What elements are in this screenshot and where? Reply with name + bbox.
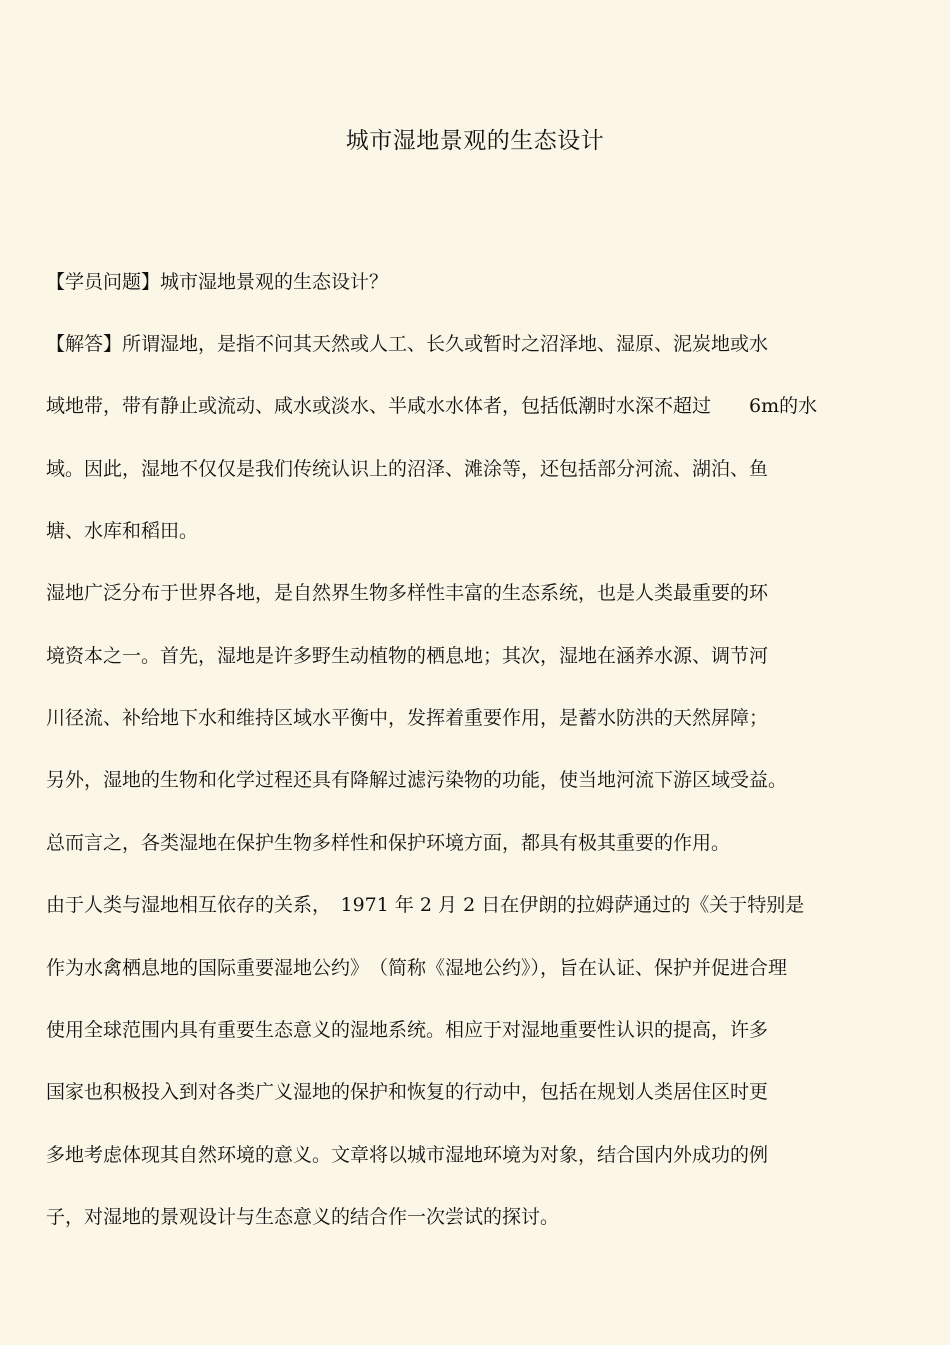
paragraph-2-line-3: 川径流、补给地下水和维持区域水平衡中，发挥着重要作用，是蓄水防洪的天然屏障； xyxy=(46,707,769,729)
paragraph-2-line-4: 另外，湿地的生物和化学过程还具有降解过滤污染物的功能，使当地河流下游区域受益。 xyxy=(46,769,788,791)
paragraph-3-line-1: 由于人类与湿地相互依存的关系， 1971 年 2 月 2 日在伊朗的拉姆萨通过的《关于特别是 xyxy=(46,894,805,916)
document-title: 城市湿地景观的生态设计 xyxy=(345,128,605,154)
question-line: 【学员问题】城市湿地景观的生态设计？ xyxy=(46,271,389,293)
paragraph-3-line-3: 使用全球范围内具有重要生态意义的湿地系统。相应于对湿地重要性认识的提高，许多 xyxy=(46,1019,769,1041)
answer-line-4: 塘、水库和稻田。 xyxy=(46,520,199,542)
paragraph-3-line-6: 子，对湿地的景观设计与生态意义的结合作一次尝试的探讨。 xyxy=(46,1206,560,1228)
answer-line-1: 【解答】所谓湿地，是指不问其天然或人工、长久或暂时之沼泽地、湿原、泥炭地或水 xyxy=(46,333,769,355)
paragraph-2-line-1: 湿地广泛分布于世界各地，是自然界生物多样性丰富的生态系统，也是人类最重要的环 xyxy=(46,582,769,604)
answer-line-2: 域地带，带有静止或流动、咸水或淡水、半咸水水体者，包括低潮时水深不超过 6m的水 xyxy=(46,395,818,417)
paragraph-3-line-4: 国家也积极投入到对各类广义湿地的保护和恢复的行动中，包括在规划人类居住区时更 xyxy=(46,1081,769,1103)
paragraph-3-line-5: 多地考虑体现其自然环境的意义。文章将以城市湿地环境为对象，结合国内外成功的例 xyxy=(46,1144,769,1166)
paragraph-2-line-2: 境资本之一。首先，湿地是许多野生动植物的栖息地；其次，湿地在涵养水源、调节河 xyxy=(46,645,769,667)
answer-line-3: 域。因此，湿地不仅仅是我们传统认识上的沼泽、滩涂等，还包括部分河流、湖泊、鱼 xyxy=(46,458,769,480)
paragraph-2-line-5: 总而言之，各类湿地在保护生物多样性和保护环境方面，都具有极其重要的作用。 xyxy=(46,832,731,854)
paragraph-3-line-2: 作为水禽栖息地的国际重要湿地公约》 （简称《湿地公约》），旨在认证、保护并促进合理 xyxy=(46,957,788,979)
